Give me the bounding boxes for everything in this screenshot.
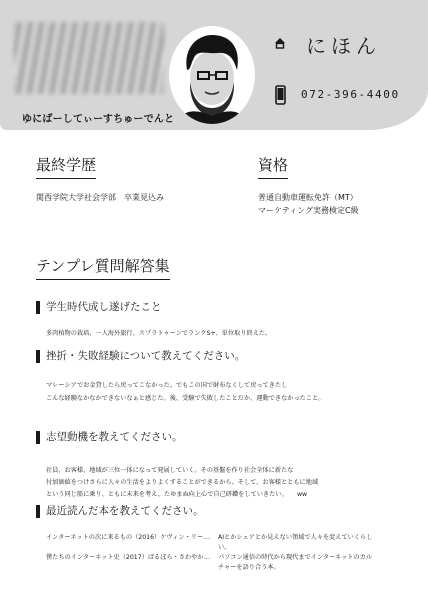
answer-line: 社員、お客様、地域が三位一体になって発展していく。その基盤を作り社会全体に新たな [46, 467, 294, 474]
qualification-item: 普通自動車運転免許（MT） [258, 193, 358, 202]
qualification-item: マーケティング実務検定C級 [258, 206, 359, 215]
book-row [46, 533, 378, 553]
question-heading: 志望動機を教えてください。 [36, 431, 183, 444]
question-heading: 最近読んだ本を教えてください。 [36, 505, 204, 518]
qualifications-title: 資格 [258, 154, 288, 179]
book-note: AIとかシェアとか見えない領域で人々を変えていくらしい。 [218, 534, 373, 551]
qa-title: テンプレ質問解答集 [36, 255, 170, 280]
education-text: 関西学院大学社会学部 卒業見込み [36, 193, 164, 202]
address-text: にほん [306, 34, 381, 58]
romaji-name: ゆにばーしてぃーすちゅーでんと [22, 114, 175, 125]
question-heading: 挫折・失敗経験について教えてください。 [36, 350, 245, 363]
question-heading: 学生時代成し遂げたこと [36, 301, 162, 314]
book-row [46, 553, 378, 573]
answer-line: マレーシアでお金貸したら戻ってこなかった。でもこの国で財布なくして戻ってきたし [46, 382, 288, 389]
profile-photo [169, 26, 255, 124]
answer-line: 付加価値をつけさらに人々の生活をよりよくすることができるから。そして、お客様とともに地域 [46, 479, 319, 486]
book-separator: … [203, 554, 211, 561]
answer-line: こんな経験なかなかできないなぁと感じた。後、受験で失敗したことだか、運動できなかったこと。 [46, 395, 325, 402]
book-title: インターネットの次に来るもの（2016）ケヴィン・リー [46, 534, 204, 541]
book-note: パソコン通信の時代から現代までインターネットのカルチャーを語り合う本。 [218, 554, 373, 571]
education-title: 最終学歴 [36, 154, 96, 179]
book-separator: … [203, 534, 211, 541]
home-icon [274, 34, 286, 53]
book-list [46, 533, 378, 573]
phone-icon [275, 85, 286, 109]
answer-line: という同じ船に乗り、ともに未来を考え、たゆまぬ向上心で自己研鑽をしていきたい。 ww [46, 491, 308, 498]
book-title: 僕たちのインターネット史（2017）ばるぼら・さわやか [46, 554, 204, 561]
answer-line: 多肉植物の栽培、一人海外旅行、スプラトゥーンでランクS+、単位取り終えた。 [46, 330, 272, 337]
phone-number: 072-396-4400 [301, 88, 400, 101]
blurred-name [14, 22, 164, 94]
